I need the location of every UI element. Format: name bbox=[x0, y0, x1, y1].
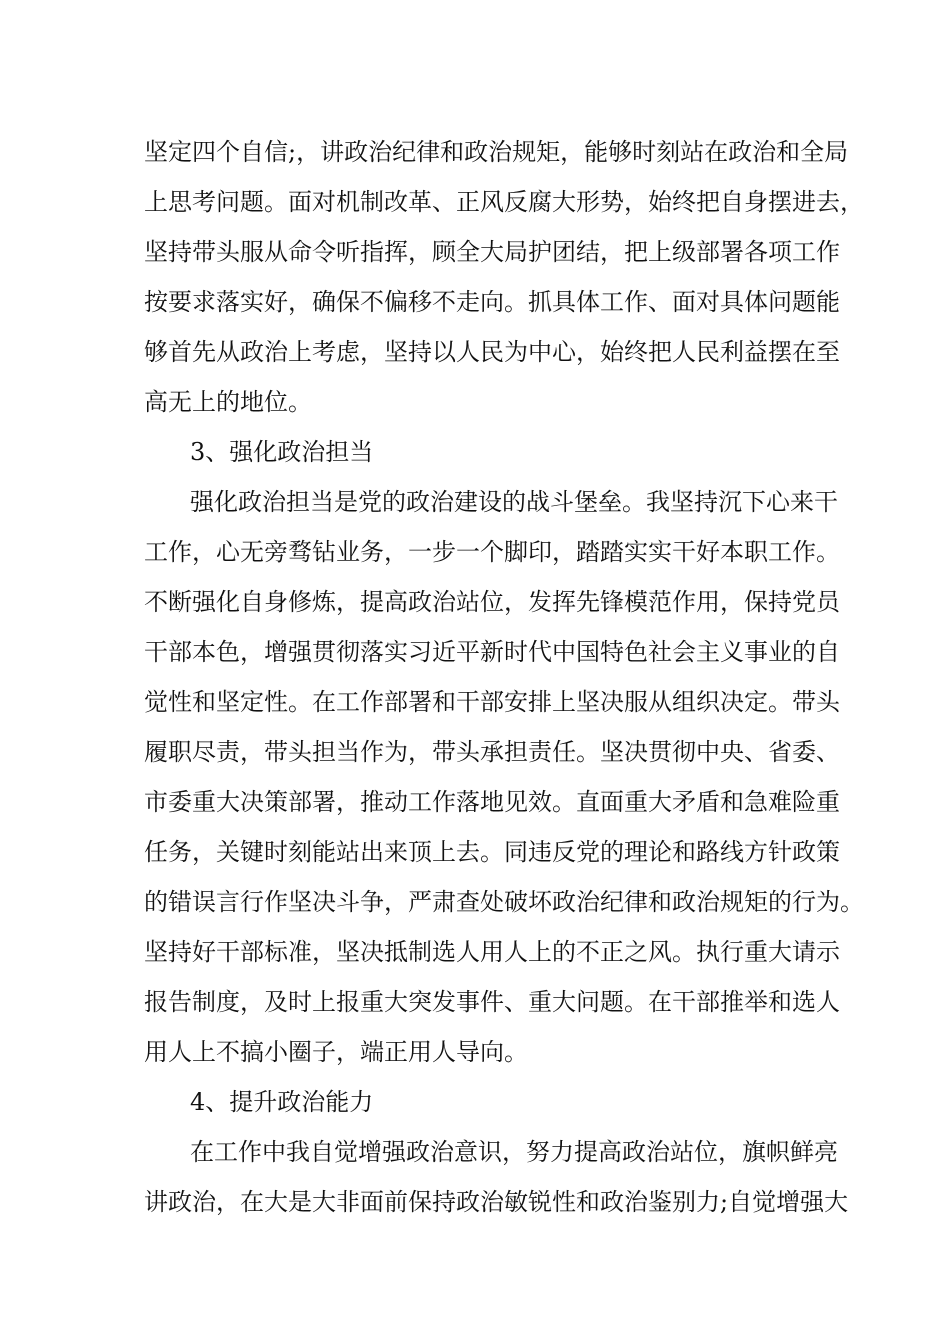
section-heading: 4、提升政治能力 bbox=[190, 1088, 374, 1116]
body-text-line: 讲政治，在大是大非面前保持政治敏锐性和政治鉴别力;自觉增强大 bbox=[144, 1188, 849, 1216]
body-text-line: 报告制度，及时上报重大突发事件、重大问题。在干部推举和选人 bbox=[144, 988, 840, 1016]
body-text-line: 工作，心无旁骛钻业务，一步一个脚印，踏踏实实干好本职工作。 bbox=[144, 538, 840, 566]
body-text-line: 觉性和坚定性。在工作部署和干部安排上坚决服从组织决定。带头 bbox=[144, 688, 840, 716]
body-text-line: 坚定四个自信;，讲政治纪律和政治规矩，能够时刻站在政治和全局 bbox=[144, 138, 849, 166]
body-text-line: 履职尽责，带头担当作为，带头承担责任。坚决贯彻中央、省委、 bbox=[144, 738, 840, 766]
body-text-line: 坚持带头服从命令听指挥，顾全大局护团结，把上级部署各项工作 bbox=[144, 238, 840, 266]
body-text-line: 市委重大决策部署，推动工作落地见效。直面重大矛盾和急难险重 bbox=[144, 788, 840, 816]
body-text-line: 高无上的地位。 bbox=[144, 388, 312, 416]
body-text-line: 坚持好干部标准，坚决抵制选人用人上的不正之风。执行重大请示 bbox=[144, 938, 840, 966]
body-text-line: 上思考问题。面对机制改革、正风反腐大形势，始终把自身摆进去， bbox=[144, 188, 864, 216]
body-text-line: 任务，关键时刻能站出来顶上去。同违反党的理论和路线方针政策 bbox=[144, 838, 840, 866]
body-text-line: 用人上不搞小圈子，端正用人导向。 bbox=[144, 1038, 528, 1066]
body-text-line: 够首先从政治上考虑，坚持以人民为中心，始终把人民利益摆在至 bbox=[144, 338, 840, 366]
body-text-line: 按要求落实好，确保不偏移不走向。抓具体工作、面对具体问题能 bbox=[144, 288, 840, 316]
section-heading: 3、强化政治担当 bbox=[190, 438, 374, 466]
body-text-line: 干部本色，增强贯彻落实习近平新时代中国特色社会主义事业的自 bbox=[144, 638, 840, 666]
body-text-line: 在工作中我自觉增强政治意识，努力提高政治站位，旗帜鲜亮 bbox=[190, 1138, 838, 1166]
body-text-line: 强化政治担当是党的政治建设的战斗堡垒。我坚持沉下心来干 bbox=[190, 488, 838, 516]
body-text-line: 不断强化自身修炼，提高政治站位，发挥先锋模范作用，保持党员 bbox=[144, 588, 840, 616]
body-text-line: 的错误言行作坚决斗争，严肃查处破坏政治纪律和政治规矩的行为。 bbox=[144, 888, 864, 916]
